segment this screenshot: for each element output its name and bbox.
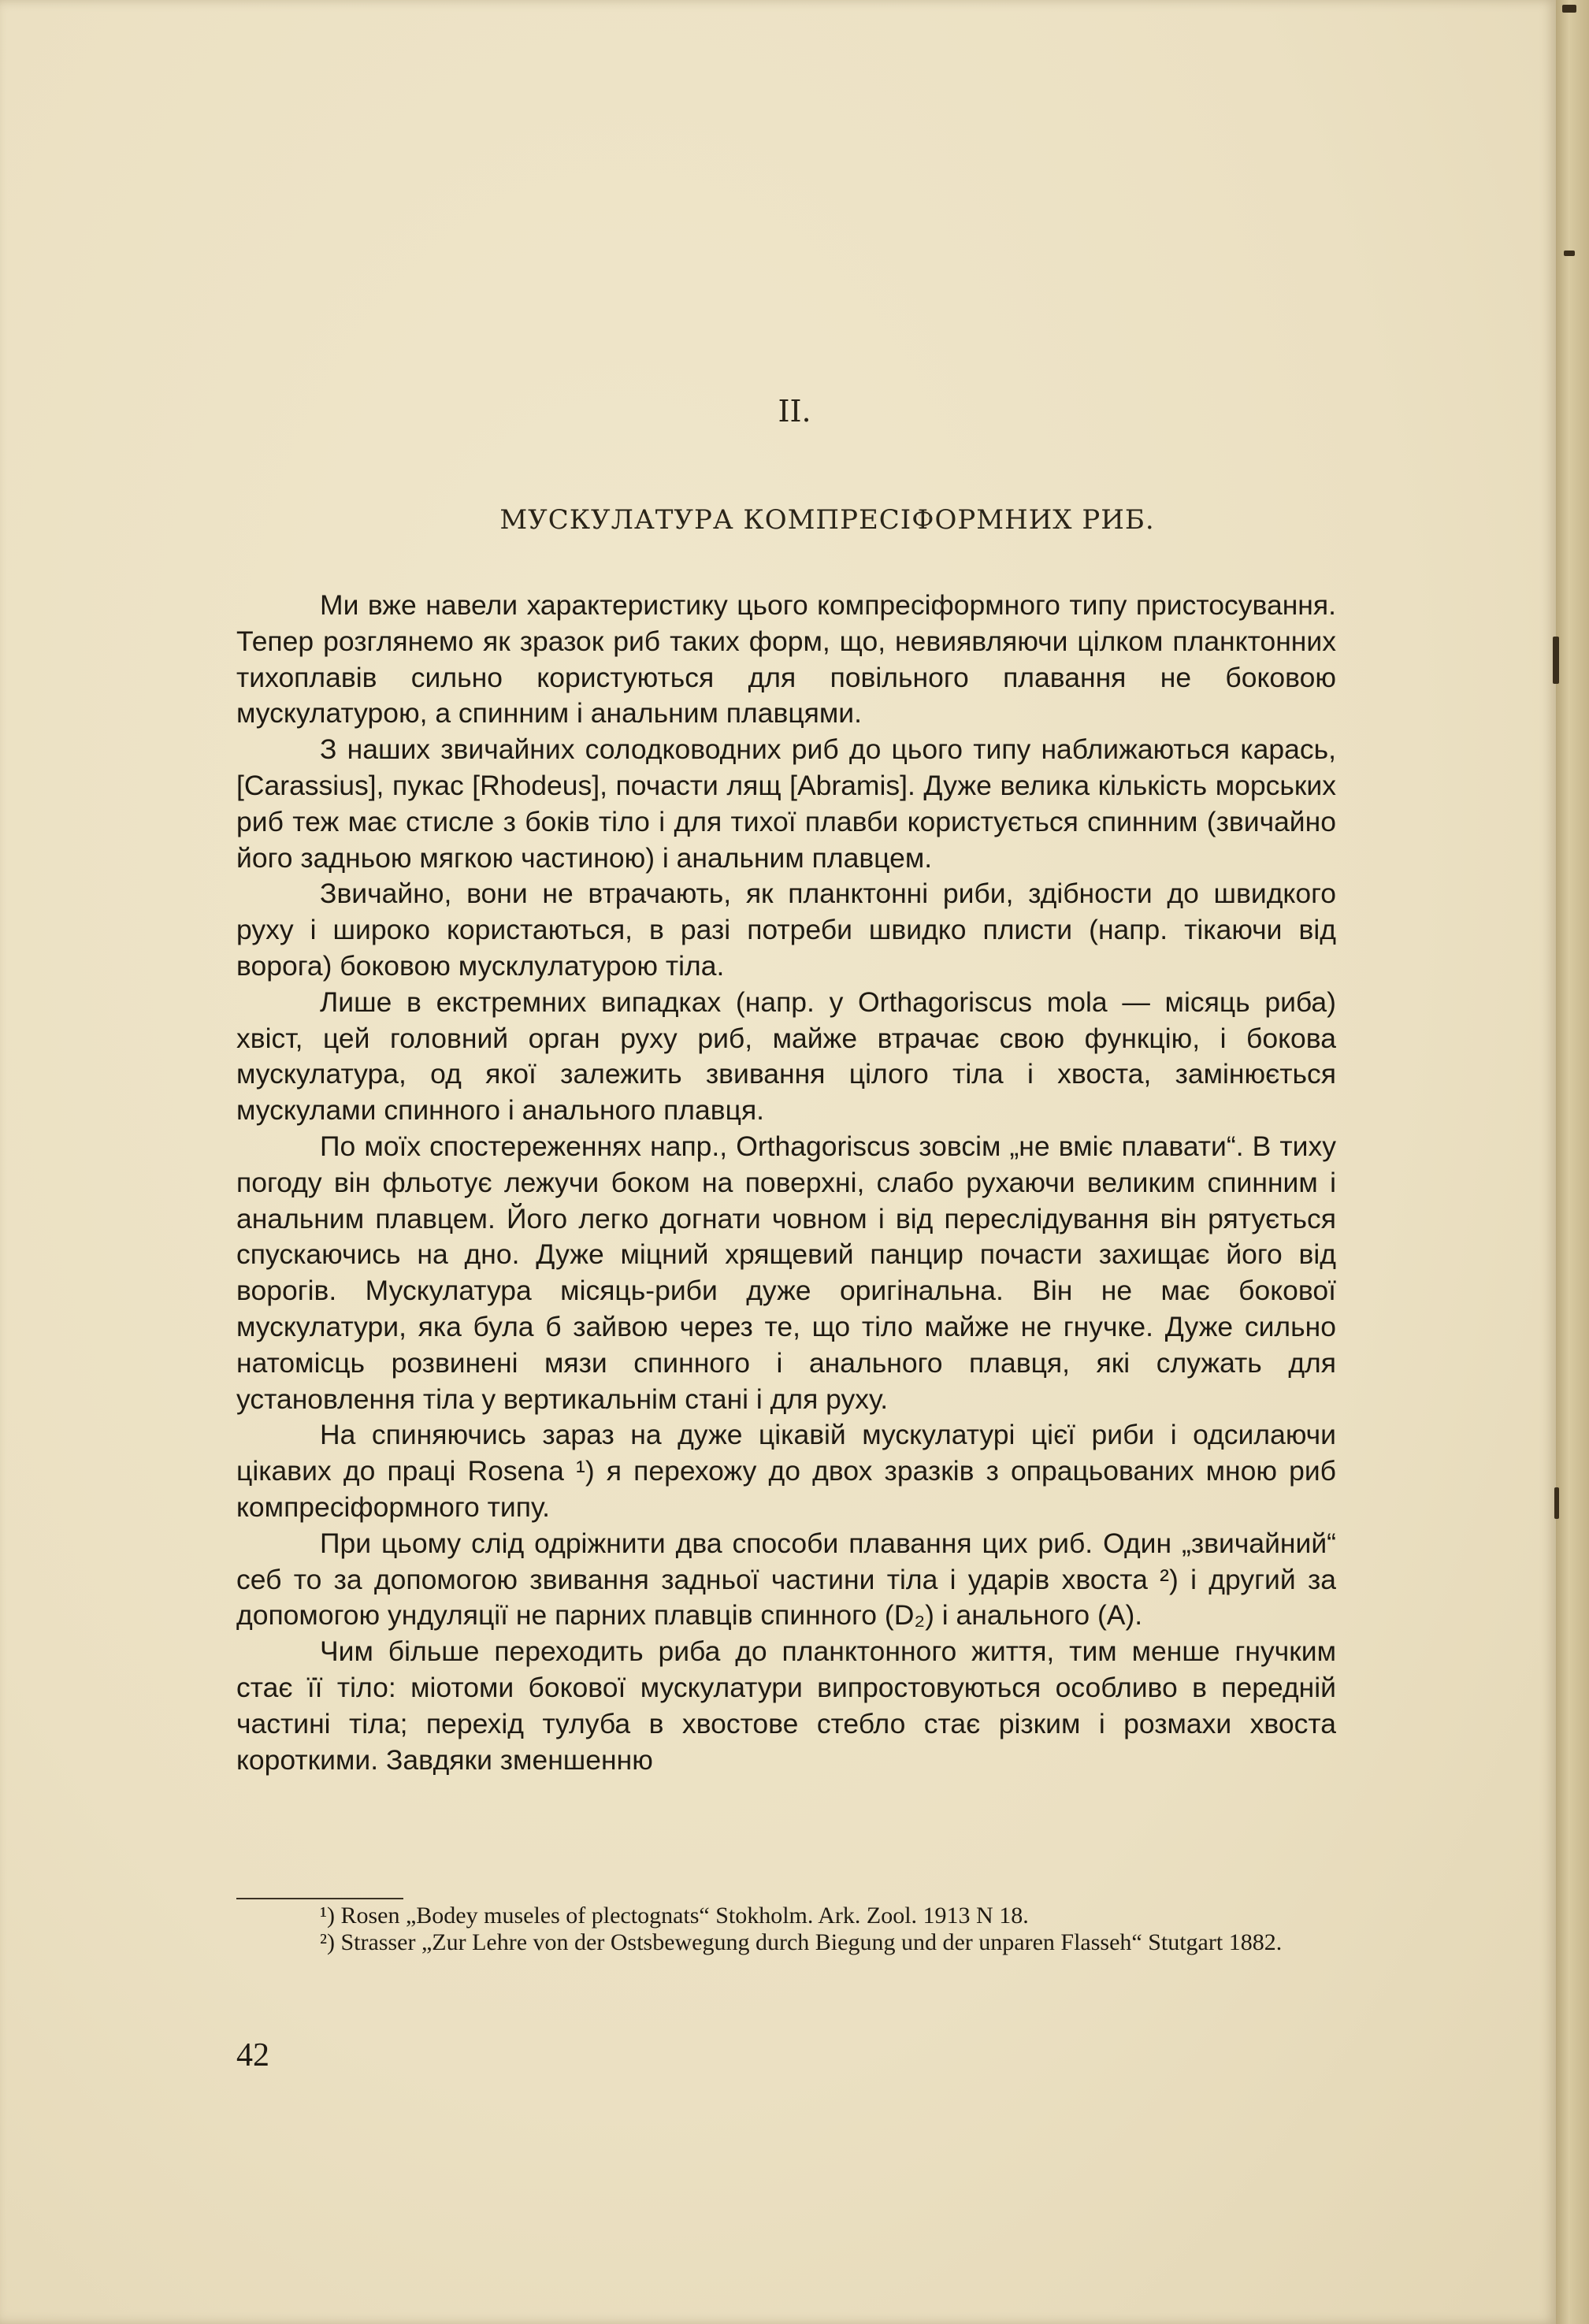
footnote-divider xyxy=(236,1898,403,1899)
paragraph-6: На спиняючись зараз на дуже цікавій мускулатурі цієї риби і одсилаючи цікавих до праці Rosena ¹) я перехожу до двох зразків з опрацьованих мною риб компресіформного типу. xyxy=(236,1419,1336,1523)
paragraph-3: Звичайно, вони не втрачають, як планктонні риби, здібности до швидкого руху і широко користаються, в разі потреби швидко плисти (напр. тікаючи від ворога) боковою мусклулатурою тіла. xyxy=(236,878,1336,982)
paragraph-4: Лише в екстремних випадках (напр. у Orthagoriscus mola — місяць риба) хвіст, цей головний орган руху риб, майже втрачає свою функцію, і бокова мускулатура, од якої залежить звивання цілого тіла і хвоста, замінюється мускулами спинного і анального плавця. xyxy=(236,986,1336,1127)
paragraph-5: По моїх спостереженнях напр., Orthagoriscus зовсім „не вміє плавати“. В тиху погоду він фльотує лежучи боком на поверхні, слабо рухаючи великим спинним і анальним плавцем. Його легко догнати човном і від переслідування він рятується спускаючись на дно. Дуже міцний хрящевий панцир почасти захищає його від ворогів. Мускулатура місяць-риби дуже оригінальна. Він не має бокової мускулатури, яка була б зайвою через те, що тіло майже не гнучке. Дуже сильно натомісць розвинені мязи спинного і анального плавця, які служать для установлення тіла у вертикальнім стані і для руху. xyxy=(236,1130,1336,1415)
paragraph-2: З наших звичайних солодководних риб до цього типу наближаються карась, [Carassius], пукас [Rhodeus], почасти лящ [Abramis]. Дуже велика кількість морських риб теж має стисле з боків тіло і для тихої плавби користується спинним (звичайно його задньою мягкою частиною) і анальним плавцем. xyxy=(236,733,1336,874)
paragraph-7: При цьому слід одріжнити два способи плавання цих риб. Один „звичайний“ себ то за допомогою звивання задньої частини тіла і ударів хвоста ²) і другий за допомогою ундуляції не парних плавців спинного (D₂) і анального (A). xyxy=(236,1527,1336,1632)
page-number: 42 xyxy=(236,2037,269,2073)
paragraph-8: Чим більше переходить риба до планктонного життя, тим менше гнучким стає її тіло: міотоми бокової мускулатури випростовуються особливо в передній частині тіла; перехід тулуба в хвостове стебло стає різким і розмахи хвоста короткими. Завдяки зменшенню xyxy=(236,1635,1336,1776)
paragraph-1: Ми вже навели характеристику цього компресіформного типу пристосування. Тепер розглянемо як зразок риб таких форм, що, невиявляючи цілком планктонних тихоплавів сильно користуються для повільного плавання не боковою мускулатурою, а спинним і анальним плавцями. xyxy=(236,589,1336,729)
edge-mark xyxy=(1553,637,1559,684)
chapter-title: МУСКУЛАТУРА КОМПРЕСІФОРМНИХ РИБ. xyxy=(499,504,1155,536)
edge-mark xyxy=(1564,251,1575,256)
footnote-2: ²) Strasser „Zur Lehre von der Ostsbewegung durch Biegung und der unparen Flasseh“ Stutgart 1882. xyxy=(320,1929,1283,1955)
chapter-number: II. xyxy=(778,394,811,429)
body-text xyxy=(236,588,1336,1778)
page-edge xyxy=(1556,0,1589,2324)
edge-mark xyxy=(1562,5,1576,13)
edge-mark xyxy=(1554,1487,1559,1519)
footnotes xyxy=(236,1903,1336,1956)
footnote-1: ¹) Rosen „Bodey museles of plectognats“ Stokholm. Ark. Zool. 1913 N 18. xyxy=(320,1903,1029,1929)
